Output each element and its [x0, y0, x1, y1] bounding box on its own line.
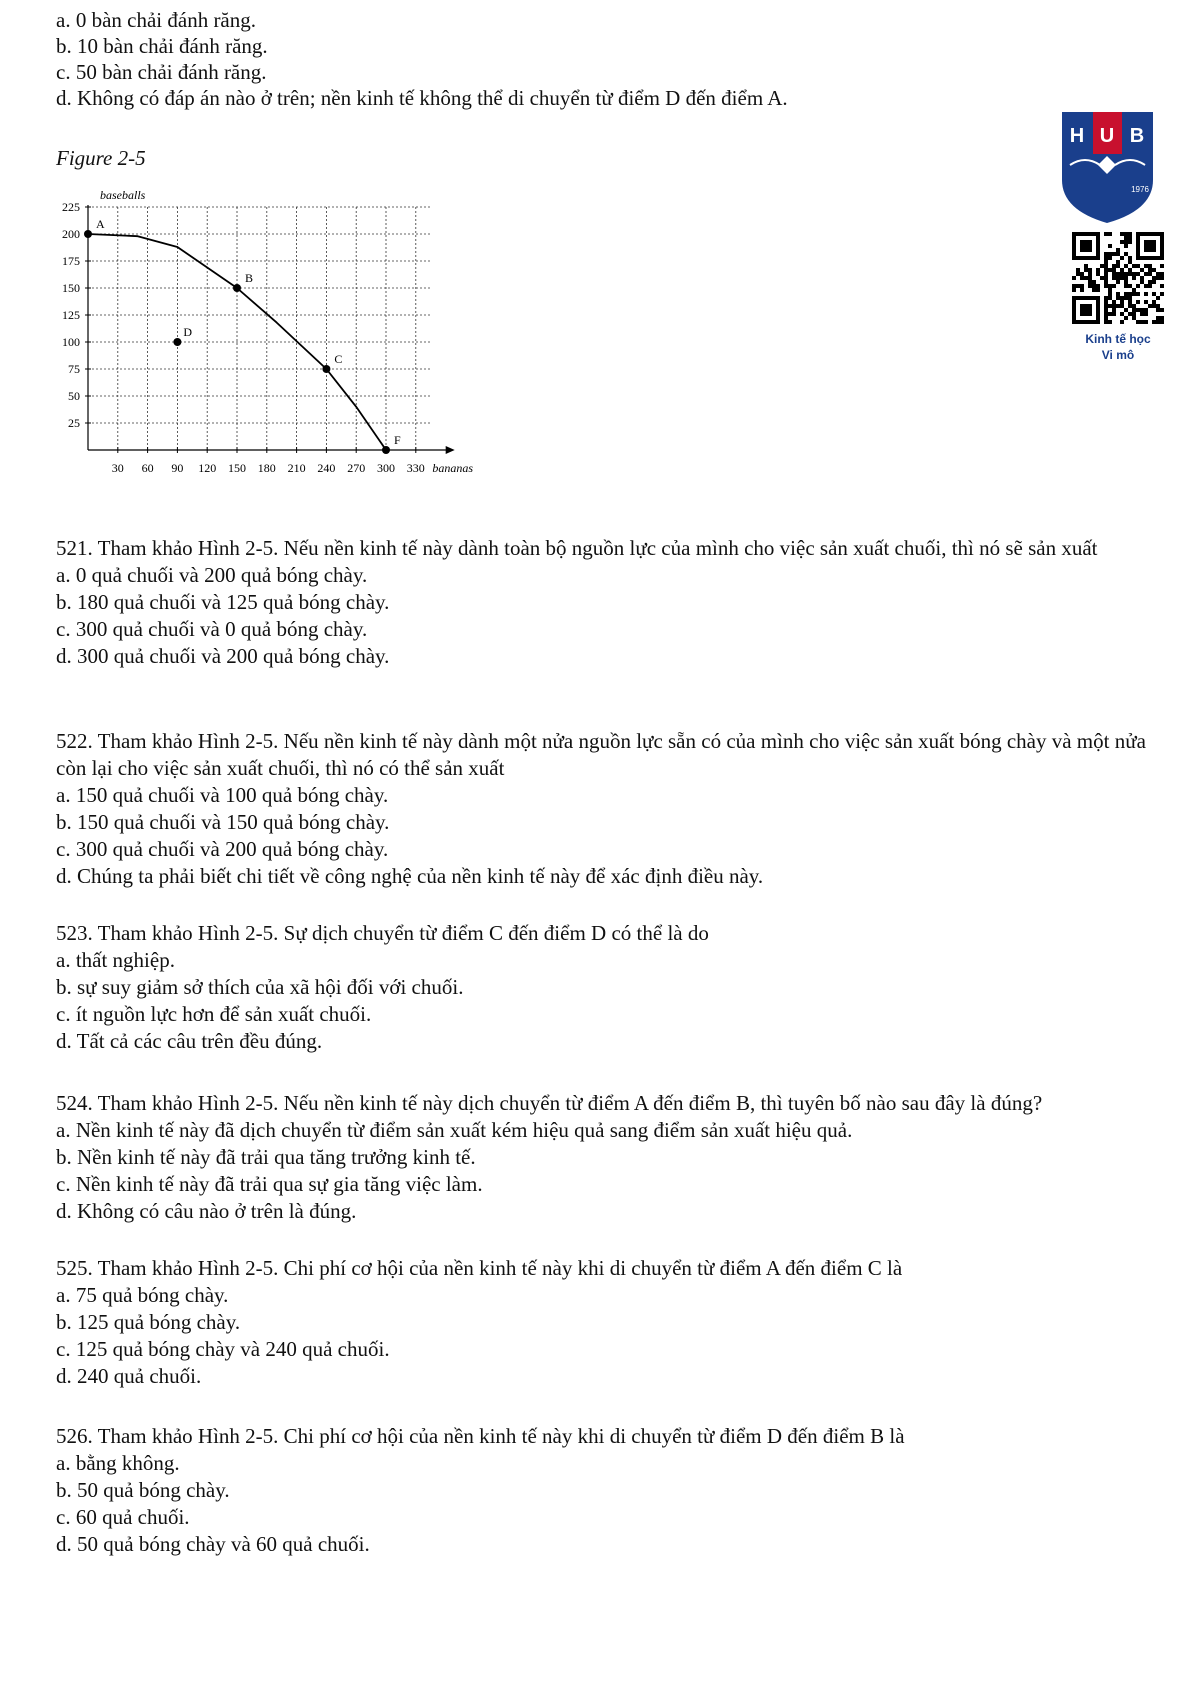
y-tick-label: 100	[62, 335, 80, 349]
x-tick-label: 90	[171, 461, 184, 475]
logo-caption: Vi mô	[1101, 348, 1135, 362]
hub-logo	[1060, 110, 1155, 225]
point-label: D	[183, 325, 193, 339]
answer-option: c. 300 quả chuối và 200 quả bóng chày.	[56, 837, 389, 861]
option-text: a. 0 bàn chải đánh răng.	[56, 8, 257, 32]
y-tick-label: 75	[68, 362, 80, 376]
option-text: c. 50 bàn chải đánh răng.	[56, 60, 267, 84]
answer-option: b. 50 quả bóng chày.	[56, 1478, 230, 1502]
x-tick-label: 240	[317, 461, 336, 475]
answer-option: d. Tất cả các câu trên đều đúng.	[56, 1029, 323, 1053]
data-point	[322, 365, 330, 373]
answer-option: d. Chúng ta phải biết chi tiết về công nghệ của nền kinh tế này để xác định điều này.	[56, 864, 764, 888]
answer-option: c. ít nguồn lực hơn để sản xuất chuối.	[56, 1002, 372, 1026]
data-point	[84, 230, 92, 238]
answer-option: b. 125 quả bóng chày.	[56, 1310, 241, 1334]
question-block	[56, 728, 1166, 890]
question-block	[56, 535, 1166, 670]
logo-letter: H	[1069, 125, 1085, 147]
y-axis-label: baseballs	[100, 188, 146, 202]
answer-option: a. bằng không.	[56, 1451, 180, 1475]
logo-caption: Kinh tế học	[1085, 332, 1151, 346]
data-point	[382, 446, 390, 454]
y-tick-label: 225	[62, 200, 80, 214]
answer-option: a. 150 quả chuối và 100 quả bóng chày.	[56, 783, 389, 807]
answer-option: a. 75 quả bóng chày.	[56, 1283, 229, 1307]
point-label: B	[245, 271, 254, 285]
figure-title: Figure 2-5	[56, 146, 146, 170]
data-point	[233, 284, 241, 292]
point-label: A	[96, 217, 105, 231]
point-label: F	[394, 433, 401, 447]
question-stem: 523. Tham khảo Hình 2-5. Sự dịch chuyển từ điểm C đến điểm D có thể là do	[56, 921, 709, 945]
x-tick-label: 270	[347, 461, 366, 475]
x-tick-label: 210	[287, 461, 306, 475]
question-block	[56, 1090, 1166, 1225]
qr-code	[1072, 232, 1164, 324]
x-axis-label: bananas	[432, 461, 474, 475]
answer-option: c. 60 quả chuối.	[56, 1505, 190, 1529]
answer-option: b. Nền kinh tế này đã trải qua tăng trưởng kinh tế.	[56, 1145, 476, 1169]
x-tick-label: 180	[257, 461, 276, 475]
answer-option: d. 50 quả bóng chày và 60 quả chuối.	[56, 1532, 370, 1556]
question-block	[56, 920, 1166, 1055]
question-stem: 521. Tham khảo Hình 2-5. Nếu nền kinh tế này dành toàn bộ nguồn lực của mình cho việc sản xuất chuối, thì nó sẽ sản xuất	[56, 536, 1098, 560]
answer-option: d. 300 quả chuối và 200 quả bóng chày.	[56, 644, 390, 668]
y-tick-label: 200	[62, 227, 80, 241]
y-tick-label: 50	[68, 389, 80, 403]
answer-option: a. thất nghiệp.	[56, 948, 175, 972]
x-axis-arrow	[446, 446, 455, 454]
y-tick-label: 150	[62, 281, 80, 295]
logo-letter: B	[1129, 125, 1145, 147]
option-text: b. 10 bàn chải đánh răng.	[56, 34, 268, 58]
ppf-chart	[40, 188, 520, 508]
question-stem: 525. Tham khảo Hình 2-5. Chi phí cơ hội của nền kinh tế này khi di chuyển từ điểm A đến điểm C là	[56, 1256, 903, 1280]
x-tick-label: 60	[141, 461, 154, 475]
answer-option: d. 240 quả chuối.	[56, 1364, 202, 1388]
question-block	[56, 1255, 1166, 1390]
option-text: d. Không có đáp án nào ở trên; nền kinh tế không thể di chuyển từ điểm D đến điểm A.	[56, 86, 788, 110]
question-stem: 524. Tham khảo Hình 2-5. Nếu nền kinh tế này dịch chuyển từ điểm A đến điểm B, thì tuyên bố nào sau đây là đúng?	[56, 1091, 1043, 1115]
x-tick-label: 120	[198, 461, 217, 475]
logo-letter: U	[1099, 125, 1115, 147]
answer-option: a. 0 quả chuối và 200 quả bóng chày.	[56, 563, 368, 587]
question-block	[56, 1423, 1166, 1558]
y-tick-label: 25	[68, 416, 80, 430]
answer-option: d. Không có câu nào ở trên là đúng.	[56, 1199, 357, 1223]
answer-option: c. 125 quả bóng chày và 240 quả chuối.	[56, 1337, 390, 1361]
y-tick-label: 175	[62, 254, 80, 268]
answer-option: b. 180 quả chuối và 125 quả bóng chày.	[56, 590, 390, 614]
question-stem: 526. Tham khảo Hình 2-5. Chi phí cơ hội của nền kinh tế này khi di chuyển từ điểm D đến điểm B là	[56, 1424, 905, 1448]
logo-year: 1976	[1131, 185, 1149, 194]
point-label: C	[334, 352, 343, 366]
answer-option: c. 300 quả chuối và 0 quả bóng chày.	[56, 617, 368, 641]
x-tick-label: 30	[111, 461, 124, 475]
x-tick-label: 300	[377, 461, 395, 475]
answer-option: b. sự suy giảm sở thích của xã hội đối với chuối.	[56, 975, 464, 999]
question-stem: 522. Tham khảo Hình 2-5. Nếu nền kinh tế này dành một nửa nguồn lực sẵn có của mình cho việc sản xuất bóng chày và một nửa còn lại cho việc sản xuất chuối, thì nó có thể sản xuất	[56, 729, 1146, 780]
x-tick-label: 330	[406, 461, 425, 475]
answer-option: b. 150 quả chuối và 150 quả bóng chày.	[56, 810, 390, 834]
y-tick-label: 125	[62, 308, 80, 322]
answer-option: c. Nền kinh tế này đã trải qua sự gia tăng việc làm.	[56, 1172, 483, 1196]
answer-option: a. Nền kinh tế này đã dịch chuyển từ điểm sản xuất kém hiệu quả sang điểm sản xuất hiệu quả.	[56, 1118, 853, 1142]
x-tick-label: 150	[228, 461, 246, 475]
data-point	[173, 338, 181, 346]
